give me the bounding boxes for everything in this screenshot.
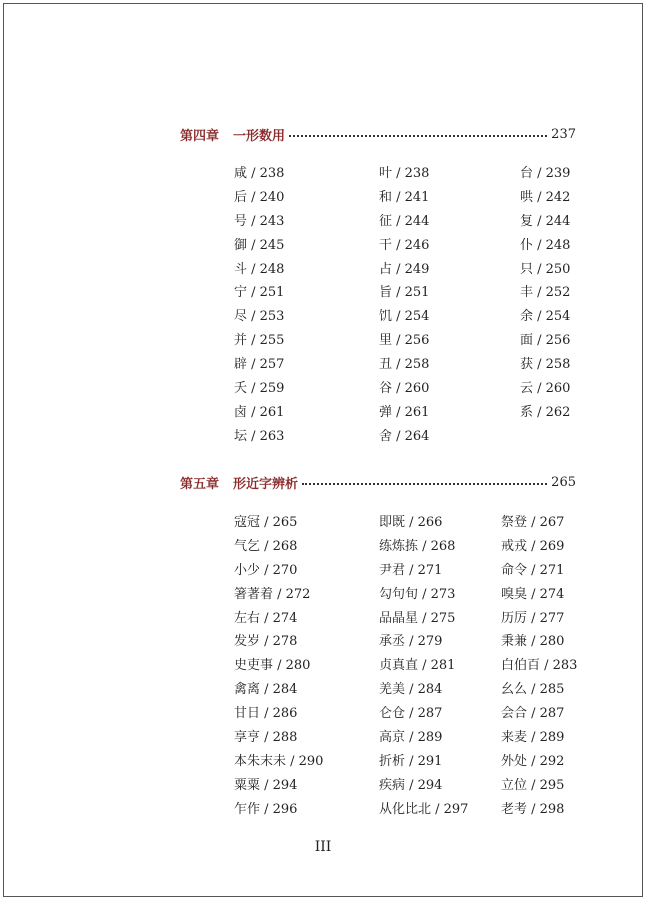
toc-entry[interactable]: 丑 / 258 (379, 357, 430, 373)
toc-entry[interactable]: 辟 / 257 (234, 357, 285, 373)
toc-entry[interactable]: 舍 / 264 (379, 428, 430, 444)
toc-entry[interactable]: 戒戎 / 269 (501, 538, 565, 554)
toc-entry[interactable]: 旨 / 251 (379, 285, 430, 301)
toc-entry[interactable]: 斗 / 248 (234, 261, 285, 277)
toc-entry[interactable]: 练炼拣 / 268 (379, 538, 456, 554)
chapter-5-title: 形近字辨析 (233, 476, 299, 492)
toc-entry[interactable]: 品晶星 / 275 (379, 610, 456, 626)
toc-entry[interactable]: 享亨 / 288 (234, 730, 298, 746)
toc-entry[interactable]: 贞真直 / 281 (379, 658, 456, 674)
toc-entry[interactable]: 面 / 256 (520, 333, 571, 349)
chapter-5-number: 第五章 (180, 476, 220, 492)
toc-entry[interactable]: 会合 / 287 (501, 706, 565, 722)
toc-entry[interactable]: 粟粟 / 294 (234, 777, 298, 793)
toc-entry[interactable]: 左右 / 274 (234, 610, 298, 626)
toc-entry[interactable]: 白伯百 / 283 (501, 658, 578, 674)
toc-entry[interactable]: 弹 / 261 (379, 404, 430, 420)
toc-entry[interactable]: 甘日 / 286 (234, 706, 298, 722)
toc-entry[interactable]: 幺么 / 285 (501, 682, 565, 698)
toc-entry[interactable]: 饥 / 254 (379, 309, 430, 325)
chapter-4-page: 237 (551, 126, 576, 142)
toc-entry[interactable]: 嗅臭 / 274 (501, 586, 565, 602)
toc-entry[interactable]: 本朱末未 / 290 (234, 753, 324, 769)
chapter-5-page: 265 (551, 474, 576, 490)
toc-entry[interactable]: 外处 / 292 (501, 753, 565, 769)
toc-entry[interactable]: 叶 / 238 (379, 166, 430, 181)
toc-entry[interactable]: 秉兼 / 280 (501, 634, 565, 650)
toc-entry[interactable]: 夭 / 259 (234, 381, 285, 397)
toc-entry[interactable]: 命令 / 271 (501, 562, 565, 578)
toc-entry[interactable]: 承丞 / 279 (379, 634, 443, 650)
toc-entry[interactable]: 御 / 245 (234, 237, 285, 253)
chapter-4-heading[interactable] (180, 124, 576, 144)
toc-entry[interactable]: 史吏事 / 280 (234, 658, 311, 674)
toc-entry[interactable]: 干 / 246 (379, 237, 430, 253)
toc-entry[interactable]: 号 / 243 (234, 213, 285, 229)
chapter-4-entry-list (234, 162, 594, 449)
toc-entry[interactable]: 和 / 241 (379, 189, 430, 205)
toc-entry[interactable]: 仑仓 / 287 (379, 706, 443, 722)
toc-entry[interactable]: 寇冠 / 265 (234, 515, 298, 530)
toc-entry[interactable]: 疾病 / 294 (379, 777, 443, 793)
toc-entry[interactable]: 即既 / 266 (379, 515, 443, 530)
toc-entry[interactable]: 勾句旬 / 273 (379, 586, 456, 602)
toc-entry[interactable]: 羌美 / 284 (379, 682, 443, 698)
toc-entry[interactable]: 气乞 / 268 (234, 538, 298, 554)
toc-entry[interactable]: 发岁 / 278 (234, 634, 298, 650)
toc-entry[interactable]: 获 / 258 (520, 357, 571, 373)
toc-entry[interactable]: 只 / 250 (520, 261, 571, 277)
toc-entry[interactable]: 禽离 / 284 (234, 682, 298, 698)
toc-entry[interactable]: 来麦 / 289 (501, 730, 565, 746)
toc-entry[interactable]: 箸著着 / 272 (234, 586, 311, 602)
toc-entry[interactable]: 后 / 240 (234, 189, 285, 205)
toc-entry[interactable]: 卤 / 261 (234, 404, 285, 420)
toc-entry[interactable]: 坛 / 263 (234, 428, 285, 444)
toc-entry[interactable]: 仆 / 248 (520, 237, 571, 253)
toc-entry[interactable]: 征 / 244 (379, 213, 430, 229)
page-number: III (314, 839, 332, 855)
toc-entry[interactable]: 余 / 254 (520, 309, 571, 325)
toc-entry[interactable]: 折析 / 291 (379, 753, 443, 769)
toc-entry[interactable]: 乍作 / 296 (234, 801, 298, 817)
toc-entry[interactable]: 高京 / 289 (379, 730, 443, 746)
toc-entry[interactable]: 宁 / 251 (234, 285, 285, 301)
chapter-5-heading[interactable] (180, 472, 576, 492)
toc-entry[interactable]: 云 / 260 (520, 381, 571, 397)
chapter-4-dot-leader (289, 135, 547, 137)
toc-entry[interactable]: 老考 / 298 (501, 801, 565, 817)
toc-entry[interactable]: 并 / 255 (234, 333, 285, 349)
toc-entry[interactable]: 尽 / 253 (234, 309, 285, 325)
toc-entry[interactable]: 哄 / 242 (520, 189, 571, 205)
toc-entry[interactable]: 祭登 / 267 (501, 515, 565, 530)
toc-entry[interactable]: 小少 / 270 (234, 562, 298, 578)
toc-entry[interactable]: 丰 / 252 (520, 285, 571, 301)
toc-entry[interactable]: 立位 / 295 (501, 777, 565, 793)
toc-entry[interactable]: 咸 / 238 (234, 166, 285, 181)
toc-entry[interactable]: 尹君 / 271 (379, 562, 443, 578)
toc-entry[interactable]: 复 / 244 (520, 213, 571, 229)
toc-entry[interactable]: 谷 / 260 (379, 381, 430, 397)
toc-entry[interactable]: 占 / 249 (379, 261, 430, 277)
document-page (3, 3, 643, 897)
toc-entry[interactable]: 里 / 256 (379, 333, 430, 349)
toc-entry[interactable]: 从化比北 / 297 (379, 801, 469, 817)
chapter-5-dot-leader (302, 483, 547, 485)
chapter-4-title: 一形数用 (233, 128, 286, 144)
chapter-4-number: 第四章 (180, 128, 220, 144)
chapter-5-entry-list (234, 511, 594, 822)
toc-entry[interactable]: 系 / 262 (520, 404, 571, 420)
toc-entry[interactable]: 历厉 / 277 (501, 610, 565, 626)
toc-entry[interactable]: 台 / 239 (520, 166, 571, 181)
